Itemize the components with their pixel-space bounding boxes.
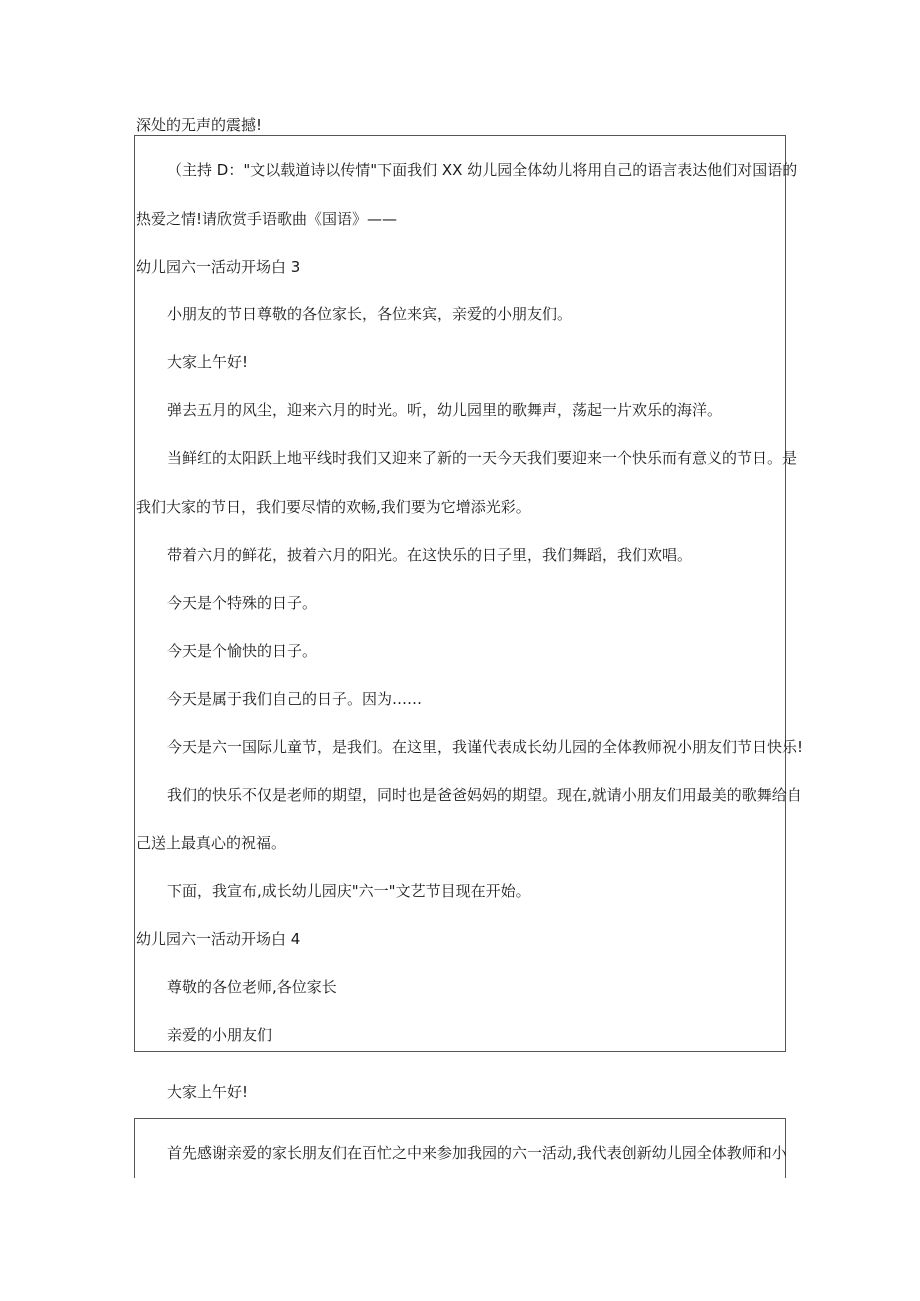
section-3-paragraph-4: 今天是个特殊的日子。 <box>167 594 318 612</box>
section-4-paragraph-1-line-1: 首先感谢亲爱的家长朋友们在百忙之中来参加我园的六一活动,我代表创新幼儿园全体教师和小 <box>167 1144 787 1162</box>
host-line-1: （主持 D："文以载道诗以传情"下面我们 XX 幼儿园全体幼儿将用自己的语言表达他们对国语的 <box>167 161 798 179</box>
section-3-paragraph-7: 今天是六一国际儿童节，是我们。在这里，我谨代表成长幼儿园的全体教师祝小朋友们节日快乐! <box>167 738 804 756</box>
section-3-paragraph-2-line-1: 当鲜红的太阳跃上地平线时我们又迎来了新的一天今天我们要迎来一个快乐而有意义的节日。是 <box>167 449 798 467</box>
section-4-greeting-2: 亲爱的小朋友们 <box>167 1026 273 1044</box>
section-3-paragraph-1: 弹去五月的风尘，迎来六月的时光。听，幼儿园里的歌舞声，荡起一片欢乐的海洋。 <box>167 401 723 419</box>
section-3-paragraph-8-line-1: 我们的快乐不仅是老师的期望，同时也是爸爸妈妈的期望。现在,就请小朋友们用最美的歌舞给自 <box>167 786 802 804</box>
host-line-2: 热爱之情!请欣赏手语歌曲《国语》—— <box>136 210 398 228</box>
section-3-paragraph-3: 带着六月的鲜花，披着六月的阳光。在这快乐的日子里，我们舞蹈，我们欢唱。 <box>167 546 693 564</box>
section-3-greeting: 小朋友的节日尊敬的各位家长，各位来宾，亲爱的小朋友们。 <box>167 305 573 323</box>
section-3-paragraph-6: 今天是属于我们自己的日子。因为…… <box>167 690 423 708</box>
section-3-paragraph-8-line-2: 己送上最真心的祝福。 <box>136 834 287 852</box>
section-4-greeting-1: 尊敬的各位老师,各位家长 <box>167 978 337 996</box>
section-3-paragraph-5: 今天是个愉快的日子。 <box>167 642 318 660</box>
section-4-good-morning: 大家上午好! <box>167 1083 249 1101</box>
section-3-good-morning: 大家上午好! <box>167 353 249 371</box>
section-3-heading: 幼儿园六一活动开场白 3 <box>136 258 301 276</box>
section-4-heading: 幼儿园六一活动开场白 4 <box>136 930 301 948</box>
section-3-paragraph-2-line-2: 我们大家的节日，我们要尽情的欢畅,我们要为它增添光彩。 <box>136 498 531 516</box>
top-line: 深处的无声的震撼! <box>136 116 263 134</box>
section-3-paragraph-9: 下面，我宣布,成长幼儿园庆"六一"文艺节目现在开始。 <box>167 882 531 900</box>
